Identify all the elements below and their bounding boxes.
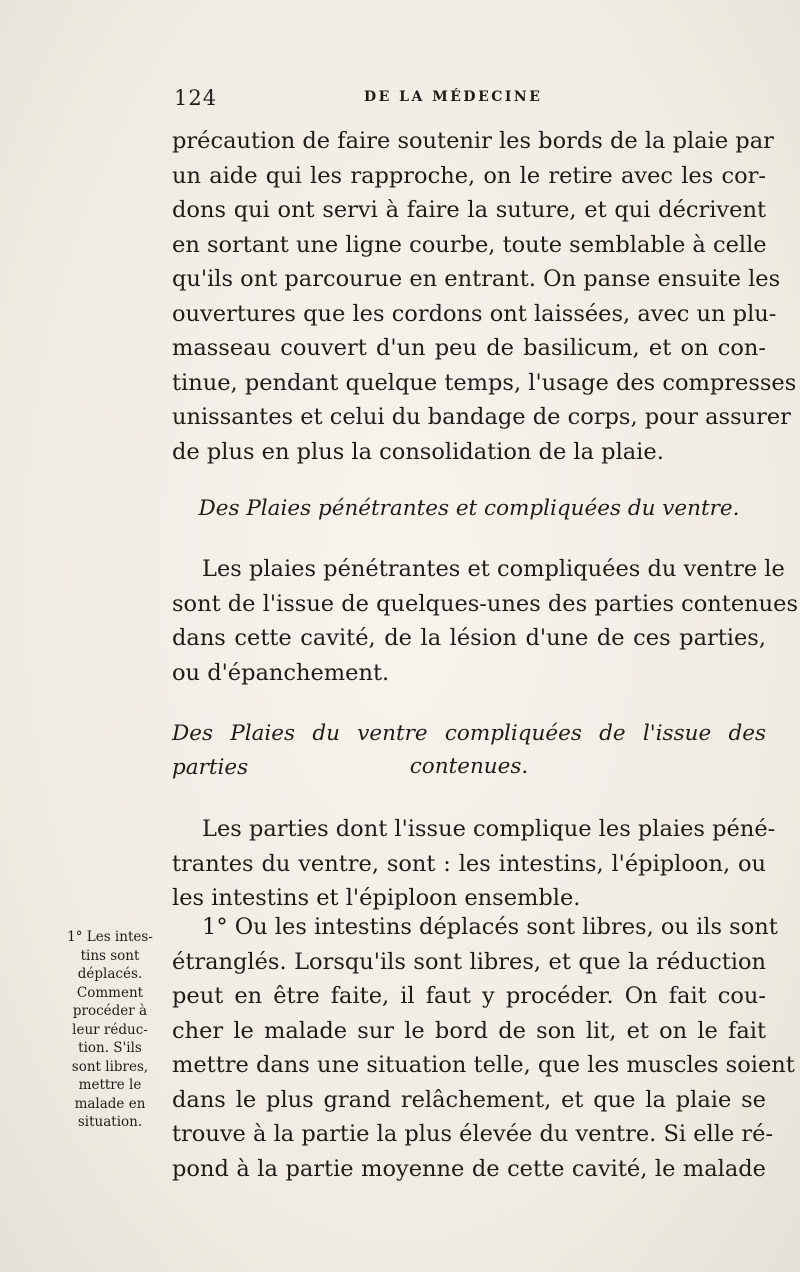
running-title: DE LA MÉDECINE xyxy=(364,89,543,105)
text-line: en sortant une ligne courbe, toute semblable à celle xyxy=(172,231,767,258)
margin-note-line: tins sont xyxy=(80,947,140,964)
text-line: de plus en plus la consolidation de la plaie. xyxy=(172,438,664,465)
margin-note-line: situation. xyxy=(77,1114,143,1130)
text-line: ouvertures que les cordons ont laissées, avec un plu- xyxy=(172,300,777,327)
paragraph xyxy=(172,812,776,916)
page-number: 124 xyxy=(174,86,218,110)
text-line: sont de l'issue de quelques-unes des parties contenues xyxy=(172,590,798,617)
text-line: dans le plus grand relâchement, et que la plaie se xyxy=(172,1086,766,1113)
text-line: trantes du ventre, sont : les intestins, l'épiploon, ou xyxy=(172,850,766,877)
section-heading-continuation: contenues. xyxy=(409,754,529,779)
text-line: les intestins et l'épiploon ensemble. xyxy=(172,885,581,911)
text-line: 1° Ou les intestins déplacés sont libres, ou ils sont xyxy=(202,914,778,940)
text-line: peut en être faite, il faut y procéder. On fait cou- xyxy=(172,983,766,1009)
margin-note-line: déplacés. xyxy=(77,966,143,982)
text-line: mettre dans une situation telle, que les muscles soient xyxy=(172,1052,795,1078)
margin-note-line: tion. S'ils xyxy=(78,1040,142,1056)
margin-note xyxy=(56,928,164,1132)
margin-note-line: sont libres, xyxy=(71,1058,149,1075)
text-line: dans cette cavité, de la lésion d'une de ces parties, xyxy=(172,625,766,651)
margin-note-line: mettre le xyxy=(78,1077,142,1093)
text-line: unissantes et celui du bandage de corps, pour assurer xyxy=(172,404,791,430)
text-line: masseau couvert d'un peu de basilicum, et on con- xyxy=(172,335,766,361)
section-heading: Des Plaies pénétrantes et compliquées du ventre. xyxy=(198,496,740,521)
text-line: trouve à la partie la plus élevée du ventre. Si elle ré- xyxy=(172,1121,774,1147)
margin-note-line: Comment xyxy=(76,984,144,1001)
section-heading: Des Plaies du ventre compliquées de l'issue des parties xyxy=(172,721,766,780)
margin-note-line: procéder à xyxy=(72,1003,148,1019)
text-line: ou d'épanchement. xyxy=(172,659,390,686)
text-line: Les parties dont l'issue complique les plaies péné- xyxy=(202,816,776,842)
text-line: Les plaies pénétrantes et compliquées du ventre le xyxy=(202,556,785,582)
paragraph xyxy=(172,910,795,1186)
text-line: étranglés. Lorsqu'ils sont libres, et que la réduction xyxy=(172,948,766,975)
margin-note-line: leur réduc- xyxy=(72,1021,148,1038)
text-line: précaution de faire soutenir les bords de la plaie par xyxy=(172,128,774,154)
margin-note-line: malade en xyxy=(74,1095,146,1112)
text-line: cher le malade sur le bord de son lit, et on le fait xyxy=(172,1017,766,1044)
text-line: qu'ils ont parcourue en entrant. On panse ensuite les xyxy=(172,266,781,292)
margin-note-line: 1° Les intes- xyxy=(67,929,153,945)
paragraph xyxy=(172,552,798,690)
running-head xyxy=(174,86,760,110)
paragraph-continuation xyxy=(172,124,797,469)
text-line: pond à la partie moyenne de cette cavité, le malade xyxy=(172,1155,766,1182)
text-line: un aide qui les rapproche, on le retire avec les cor- xyxy=(172,162,766,189)
text-line: tinue, pendant quelque temps, l'usage des compresses xyxy=(172,369,797,396)
text-line: dons qui ont servi à faire la suture, et qui décrivent xyxy=(172,197,766,223)
